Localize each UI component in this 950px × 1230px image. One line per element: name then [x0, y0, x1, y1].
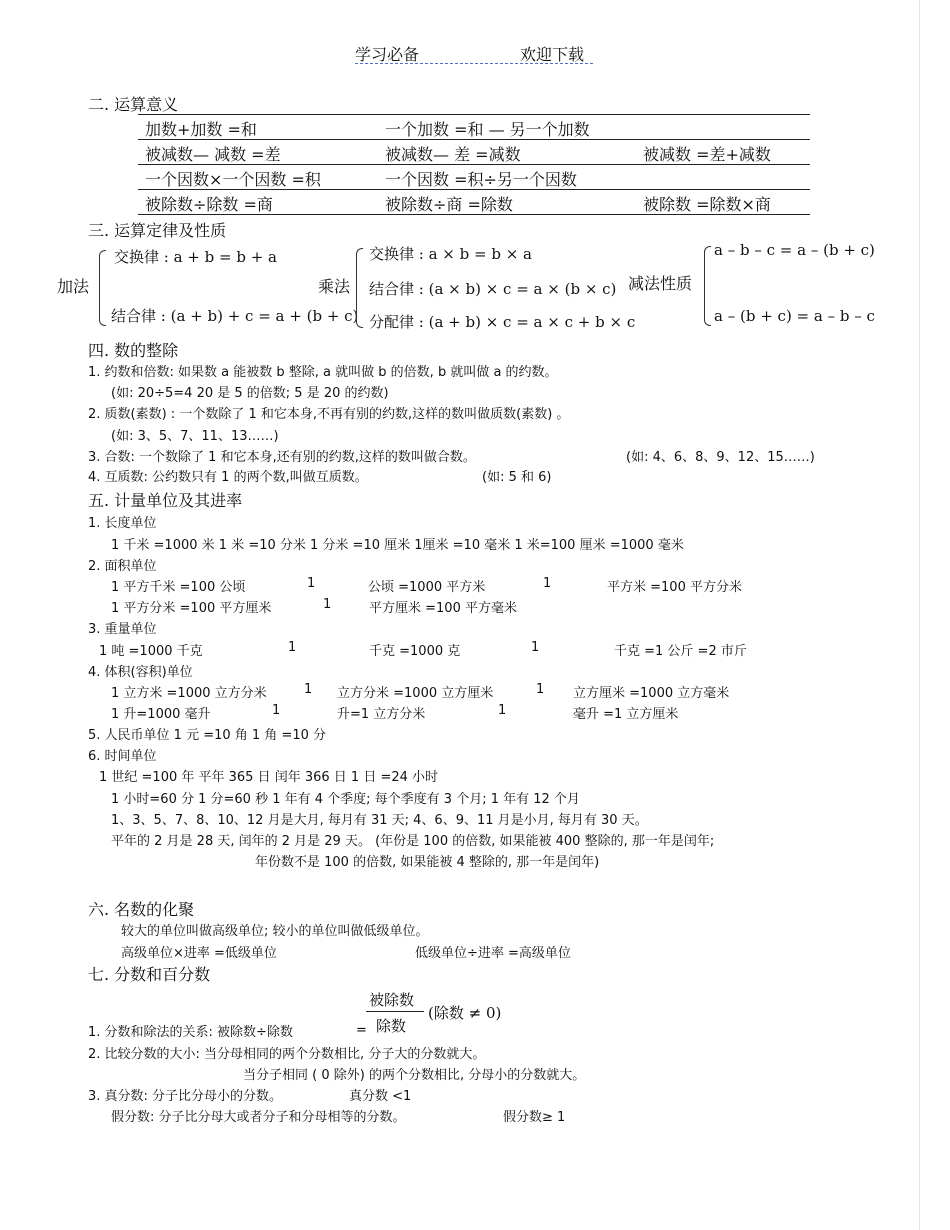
section-2-title: 二. 运算意义	[88, 95, 179, 114]
subtraction-label: 减法性质	[628, 274, 693, 293]
text-line: 年份数不是 100 的倍数, 如果能被 4 整除的, 那一年是闰年)	[255, 855, 600, 870]
text-line: 1. 长度单位	[88, 516, 157, 531]
subtraction-property-2: a – (b + c) = a – b – c	[714, 307, 875, 325]
text-line: 当分子相同 ( 0 除外) 的两个分数相比, 分母小的分数就大。	[243, 1068, 586, 1083]
text-line: 假分数: 分子比分母大或者分子和分母相等的分数。	[111, 1110, 406, 1125]
text-line: 平方厘米 =100 平方毫米	[369, 601, 517, 616]
text-line: 1	[307, 576, 316, 591]
text-line: (如: 20÷5=4 20 是 5 的倍数; 5 是 20 的约数)	[111, 386, 389, 401]
text-line: 2. 比较分数的大小: 当分母相同的两个分数相比, 分子大的分数就大。	[88, 1047, 486, 1062]
text-line: 3. 合数: 一个数除了 1 和它本身,还有别的约数,这样的数叫做合数。	[88, 450, 476, 465]
text-line: 1 小时=60 分 1 分=60 秒 1 年有 4 个季度; 每个季度有 3 个月; 1 年有 12 个月	[111, 792, 580, 807]
text-line: 1 千米 =1000 米 1 米 =10 分米 1 分米 =10 厘米 1厘米 =10 毫米 1 米=100 厘米 =1000 毫米	[111, 538, 684, 553]
text-line: 公顷 =1000 平方米	[368, 580, 486, 595]
text-line: 高级单位×进率 =低级单位	[121, 946, 277, 961]
subtraction-brace	[704, 246, 711, 326]
header-left: 学习必备	[355, 45, 420, 64]
text-line: 假分数≥ 1	[503, 1110, 566, 1125]
fraction-condition: (除数 ≠ 0)	[428, 1004, 502, 1022]
text-line: 毫升 =1 立方厘米	[573, 707, 679, 722]
multiplication-distributive: 分配律 : (a + b) × c = a × c + b × c	[369, 313, 636, 331]
section-4-title: 四. 数的整除	[88, 341, 179, 360]
table-rule	[138, 114, 810, 115]
table-cell: 被减数— 减数 =差	[145, 145, 281, 164]
text-line: 立方分米 =1000 立方厘米	[337, 686, 494, 701]
page-edge	[919, 0, 920, 1230]
header-dashed-underline	[355, 63, 593, 64]
text-line: 千克 =1000 克	[369, 644, 461, 659]
text-line: 1 升=1000 毫升	[111, 707, 211, 722]
table-cell: 被减数— 差 =减数	[385, 145, 521, 164]
text-line: =	[356, 1023, 367, 1038]
section-7-title: 七. 分数和百分数	[88, 965, 211, 984]
text-line: 1	[498, 703, 507, 718]
text-line: 1. 约数和倍数: 如果数 a 能被数 b 整除, a 就叫做 b 的倍数, b 就叫做 a 的约数。	[88, 365, 558, 380]
text-line: 1 立方米 =1000 立方分米	[111, 686, 267, 701]
text-line: (如: 5 和 6)	[482, 470, 552, 485]
text-line: 1	[288, 640, 297, 655]
text-line: 1 世纪 =100 年 平年 365 日 闰年 366 日 1 日 =24 小时	[99, 770, 439, 785]
section-3-title: 三. 运算定律及性质	[88, 221, 227, 240]
text-line: 1 平方千米 =100 公顷	[111, 580, 246, 595]
table-cell: 加数+加数 =和	[145, 120, 257, 139]
text-line: 5. 人民币单位 1 元 =10 角 1 角 =10 分	[88, 728, 327, 743]
text-line: 真分数 <1	[349, 1089, 412, 1104]
text-line: 1	[543, 576, 552, 591]
text-line: 4. 体积(容积)单位	[88, 665, 193, 680]
addition-label: 加法	[57, 277, 90, 296]
text-line: 1	[536, 682, 545, 697]
text-line: 1	[323, 597, 332, 612]
addition-brace	[99, 250, 106, 326]
table-cell: 被除数÷除数 =商	[145, 195, 273, 214]
subtraction-property-1: a – b – c = a – (b + c)	[714, 241, 875, 259]
text-line: 3. 真分数: 分子比分母小的分数。	[88, 1089, 283, 1104]
addition-associative: 结合律 : (a + b) + c = a + (b + c)	[111, 307, 359, 325]
fraction-bar	[366, 1011, 424, 1012]
fraction-numerator: 被除数	[369, 991, 415, 1009]
text-line: 平方米 =100 平方分米	[607, 580, 742, 595]
text-line: 升=1 立方分米	[337, 707, 426, 722]
text-line: 较大的单位叫做高级单位; 较小的单位叫做低级单位。	[121, 924, 429, 939]
table-cell: 一个加数 =和 — 另一个加数	[385, 120, 590, 139]
table-cell: 被除数÷商 =除数	[385, 195, 513, 214]
text-line: 2. 质数(素数) : 一个数除了 1 和它本身,不再有别的约数,这样的数叫做质数(素数) 。	[88, 407, 570, 422]
text-line: 低级单位÷进率 =高级单位	[415, 946, 571, 961]
table-cell: 一个因数×一个因数 =积	[145, 170, 321, 189]
text-line: 立方厘米 =1000 立方毫米	[573, 686, 730, 701]
text-line: 1 平方分米 =100 平方厘米	[111, 601, 272, 616]
addition-commutative: 交换律 : a + b = b + a	[114, 248, 277, 266]
table-cell: 一个因数 =积÷另一个因数	[385, 170, 577, 189]
multiplication-associative: 结合律 : (a × b) × c = a × (b × c)	[369, 280, 617, 298]
section-6-title: 六. 名数的化聚	[88, 900, 195, 919]
text-line: (如: 4、6、8、9、12、15……)	[626, 450, 815, 465]
text-line: 1. 分数和除法的关系: 被除数÷除数	[88, 1025, 293, 1040]
text-line: 1	[272, 703, 281, 718]
text-line: 3. 重量单位	[88, 622, 157, 637]
multiplication-brace	[356, 248, 363, 328]
header-right: 欢迎下载	[520, 45, 585, 64]
text-line: (如: 3、5、7、11、13……)	[111, 429, 279, 444]
fraction-denominator: 除数	[376, 1017, 407, 1035]
text-line: 1	[531, 640, 540, 655]
text-line: 2. 面积单位	[88, 559, 157, 574]
text-line: 平年的 2 月是 28 天, 闰年的 2 月是 29 天。 (年份是 100 的倍数, 如果能被 400 整除的, 那一年是闰年;	[111, 834, 715, 849]
table-cell: 被除数 =除数×商	[643, 195, 771, 214]
text-line: 1 吨 =1000 千克	[99, 644, 203, 659]
text-line: 1、3、5、7、8、10、12 月是大月, 每月有 31 天; 4、6、9、11 月是小月, 每月有 30 天。	[111, 813, 648, 828]
multiplication-commutative: 交换律 : a × b = b × a	[369, 245, 532, 263]
table-cell: 被减数 =差+减数	[643, 145, 771, 164]
section-5-title: 五. 计量单位及其进率	[88, 491, 243, 510]
text-line: 千克 =1 公斤 =2 市斤	[614, 644, 747, 659]
text-line: 6. 时间单位	[88, 749, 157, 764]
text-line: 1	[304, 682, 313, 697]
multiplication-label: 乘法	[318, 277, 351, 296]
text-line: 4. 互质数: 公约数只有 1 的两个数,叫做互质数。	[88, 470, 368, 485]
